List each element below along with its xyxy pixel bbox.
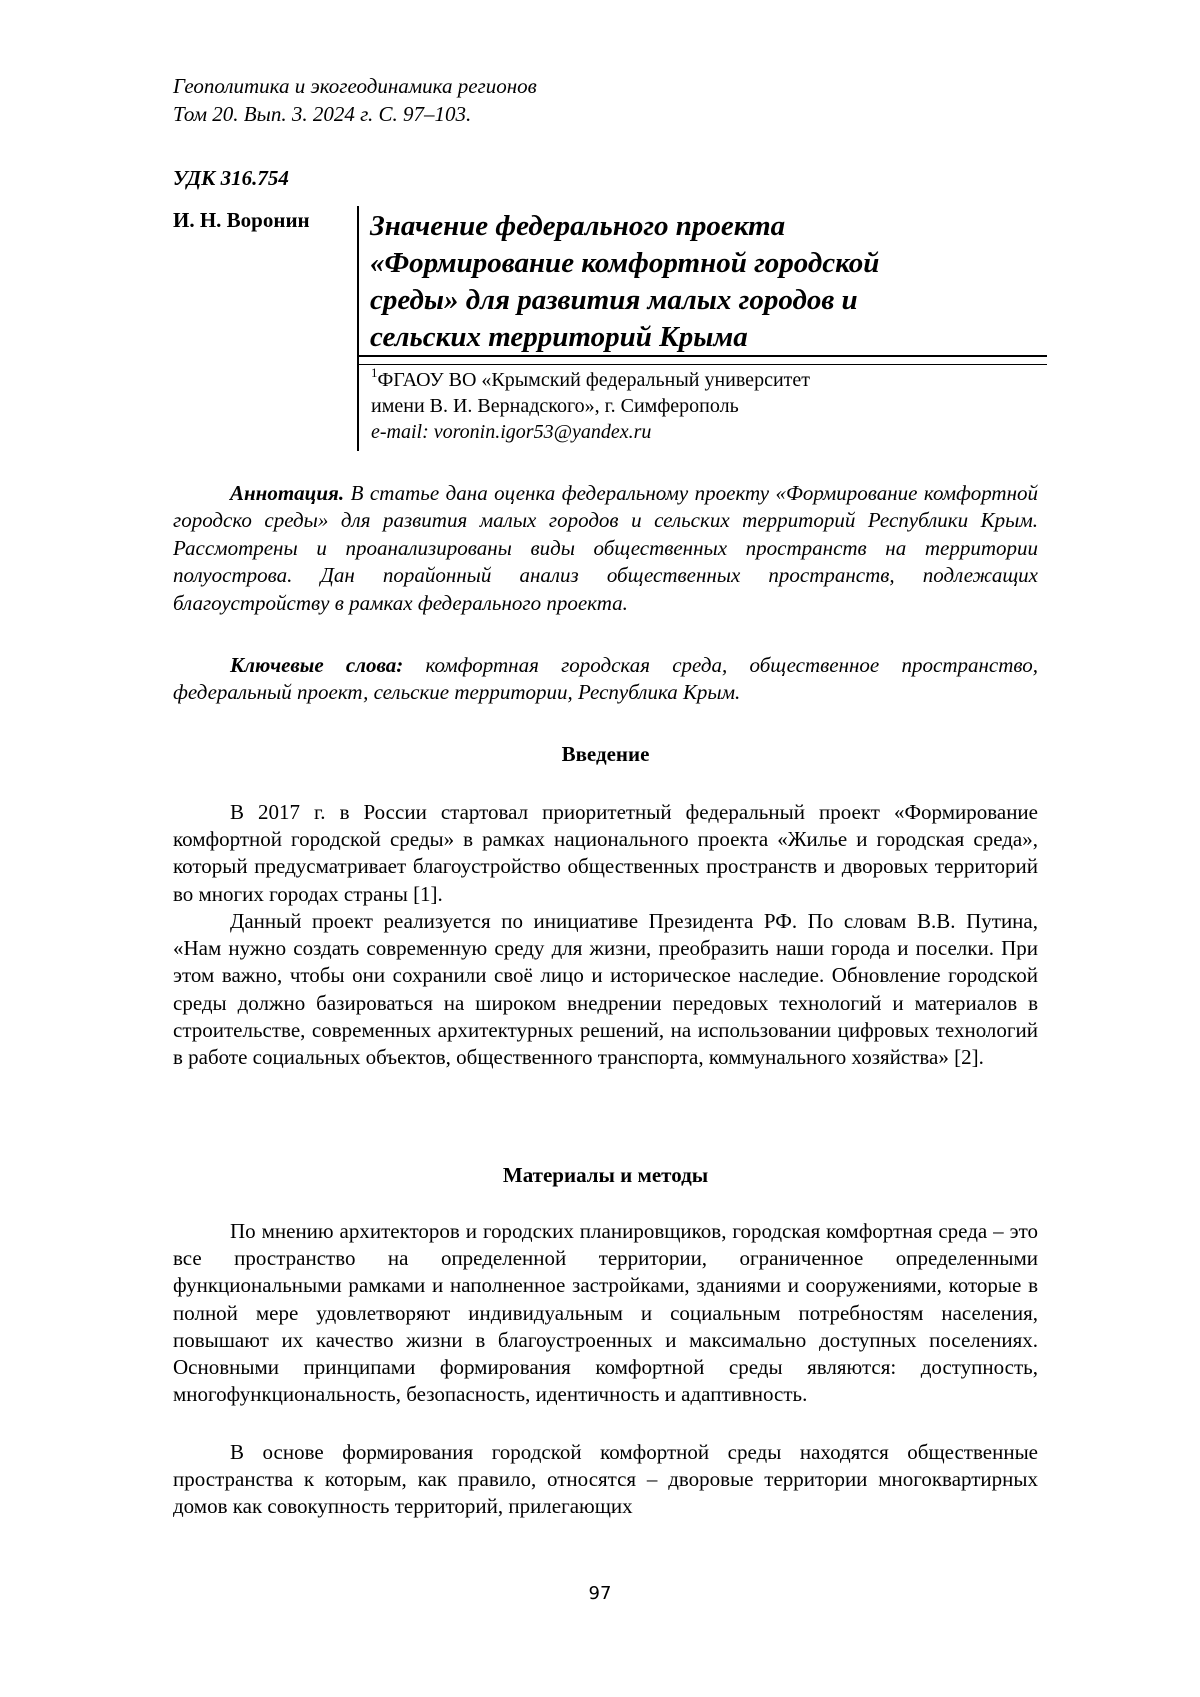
abstract	[173, 480, 1038, 617]
journal-issue: Том 20. Вып. 3. 2024 г. С. 97–103.	[173, 102, 472, 126]
keywords-text: комфортная городская среда, общественное пространство, федеральный проект, сельские территории, Республика Крым.	[173, 653, 1038, 705]
author-name: И. Н. Воронин	[173, 208, 310, 232]
journal-name: Геополитика и экогеодинамика регионов	[173, 74, 537, 98]
abstract-label: Аннотация.	[230, 481, 345, 505]
title-line: «Формирование комфортной городской	[370, 247, 880, 279]
title-line: сельских территорий Крыма	[370, 321, 748, 353]
affiliation-line	[371, 367, 1031, 393]
body-paragraph: В 2017 г. в России стартовал приоритетный федеральный проект «Формирование комфортной городской среды» в рамках национального проекта «Жилье и городская среда», который предусматривает благоустройство общественных пространств и дворовых территорий во многих городах страны [1].	[173, 800, 1038, 906]
section-heading-introduction: Введение	[561, 742, 650, 766]
title-line: среды» для развития малых городов и	[370, 284, 858, 316]
abstract-text: В статье дана оценка федеральному проекту «Формирование комфортной городско среды» для развития малых городов и сельских территорий Республики Крым. Рассмотрены и проанализированы виды общественных пространств на территории полуострова. Дан порайонный анализ общественных пространств, подлежащих благоустройству в рамках федерального проекта.	[173, 481, 1038, 615]
page-number: 97	[588, 1583, 612, 1604]
keywords-label: Ключевые слова:	[230, 653, 404, 677]
affiliation-institution: ФГАОУ ВО «Крымский федеральный университет	[377, 369, 810, 391]
affiliation-superscript: 1	[371, 365, 378, 380]
affiliation	[371, 367, 1031, 445]
title-divider-vertical	[357, 206, 359, 451]
title-divider-horizontal-thin	[357, 364, 1047, 365]
title-line: Значение федерального проекта	[370, 210, 786, 242]
body-paragraph: В основе формирования городской комфортной среды находятся общественные пространства к которым, как правило, относятся – дворовые территории многоквартирных домов как совокупность территорий, прилегающих	[173, 1440, 1038, 1519]
udk-code: УДК 316.754	[173, 166, 289, 190]
journal-header	[173, 72, 537, 128]
section-heading-methods: Материалы и методы	[502, 1163, 709, 1187]
paper-title	[370, 208, 1030, 356]
body-paragraph: Данный проект реализуется по инициативе Президента РФ. По словам В.В. Путина, «Нам нужно создать современную среду для жизни, преобразить наши города и поселки. При этом важно, чтобы они сохранили своё лицо и историческое наследие. Обновление городской среды должно базироваться на широком внедрении передовых технологий и материалов в строительстве, современных архитектурных решений, на использовании цифровых технологий в работе социальных объектов, общественного транспорта, коммунального хозяйства» [2].	[173, 909, 1038, 1070]
author-email: e-mail: voronin.igor53@yandex.ru	[371, 421, 652, 443]
affiliation-line: имени В. И. Вернадского», г. Симферополь	[371, 395, 739, 417]
body-paragraph: По мнению архитекторов и городских планировщиков, городская комфортная среда – это все пространство на определенной территории, ограниченное определенными функциональными рамками и наполненное застройками, зданиями и сооружениями, которые в полной мере удовлетворяют индивидуальным и социальным потребностям населения, повышают их качество жизни в благоустроенных и максимально доступных поселениях. Основными принципами формирования комфортной среды являются: доступность, многофункциональность, безопасность, идентичность и адаптивность.	[173, 1219, 1038, 1407]
keywords	[173, 652, 1038, 707]
